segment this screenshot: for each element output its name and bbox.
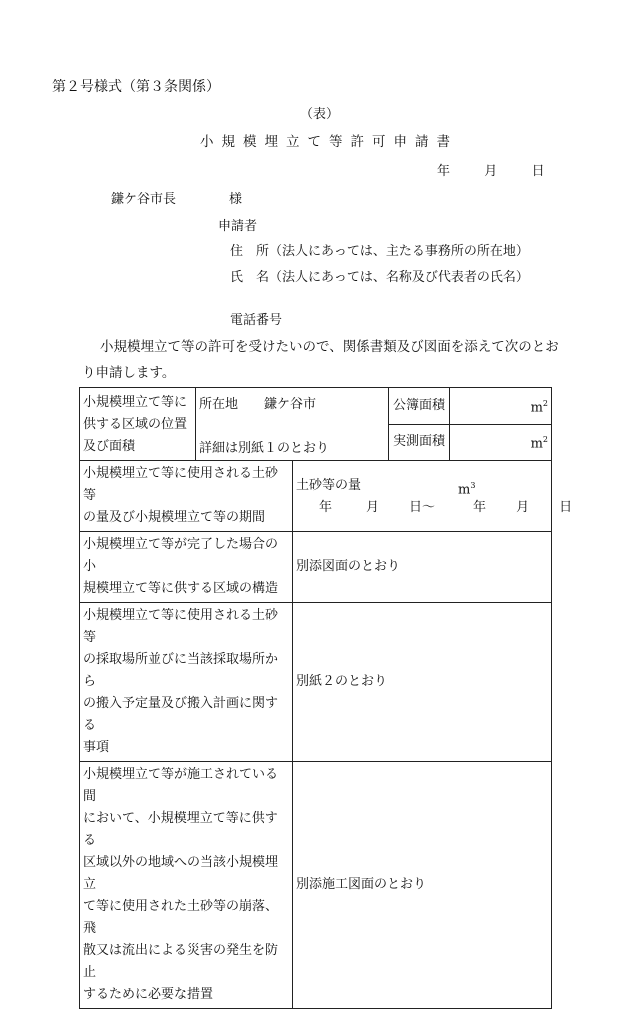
date-day-label: 日	[531, 164, 545, 179]
disaster-prevention-value: 別添施工図面のとおり	[293, 762, 552, 1009]
side-label: （表）	[300, 107, 340, 122]
intro-line-1: 小規模埋立て等の許可を受けたいので、関係書類及び図面を添えて次のとお	[100, 339, 559, 355]
page-title: 小規模埋立て等許可申請書	[200, 134, 458, 150]
date-month-label: 月	[484, 164, 498, 179]
label-location-area: 小規模埋立て等に 供する区域の位置 及び面積	[80, 388, 196, 461]
period-line: 年 月 日〜 年 月 日	[319, 500, 573, 515]
label-completed-structure: 小規模埋立て等が完了した場合の小 規模埋立て等に供する区域の構造	[80, 532, 293, 603]
label-soil-quantity-period: 小規模埋立て等に使用される土砂等 の量及び小規模埋立て等の期間	[80, 461, 293, 532]
addressee: 鎌ケ谷市長	[111, 192, 177, 207]
soil-quantity-period-cell	[293, 461, 573, 532]
honorific: 様	[229, 192, 243, 207]
soil-quantity-label: 土砂等の量	[296, 478, 362, 493]
completed-structure-value: 別添図面のとおり	[293, 532, 552, 603]
applicant-name: 氏 名（法人にあっては、名称及び代表者の氏名）	[230, 270, 529, 285]
label-source-plan: 小規模埋立て等に使用される土砂等 の採取場所並びに当該採取場所から の搬入予定量及び搬入計画に関する 事項	[80, 603, 293, 762]
location-label: 所在地 鎌ケ谷市	[199, 397, 317, 412]
intro-line-2: り申請します。	[82, 365, 176, 381]
source-plan-value: 別紙２のとおり	[293, 603, 552, 762]
registered-area-unit: $m^2$	[450, 388, 552, 425]
application-table	[79, 387, 573, 1009]
measured-area-label: 実測面積	[389, 424, 450, 461]
date-year-label: 年	[437, 164, 451, 179]
location-details: 詳細は別紙１のとおり	[199, 441, 330, 456]
applicant-label: 申請者	[218, 219, 258, 234]
form-number: 第２号様式（第３条関係）	[52, 79, 220, 95]
soil-volume-unit: $m^3$	[458, 481, 476, 498]
applicant-address: 住 所（法人にあっては、主たる事務所の所在地）	[230, 244, 529, 259]
applicant-phone: 電話番号	[230, 313, 283, 328]
location-cell	[196, 388, 389, 461]
date-line	[437, 165, 545, 178]
registered-area-label: 公簿面積	[389, 388, 450, 425]
label-disaster-prevention: 小規模埋立て等が施工されている間 において、小規模埋立て等に供する 区域以外の地域への当該小規模埋立 て等に使用された土砂等の崩落、飛 散又は流出による災害の発生を防止 するために必要な措置	[80, 762, 293, 1009]
measured-area-unit: $m^2$	[450, 424, 552, 461]
